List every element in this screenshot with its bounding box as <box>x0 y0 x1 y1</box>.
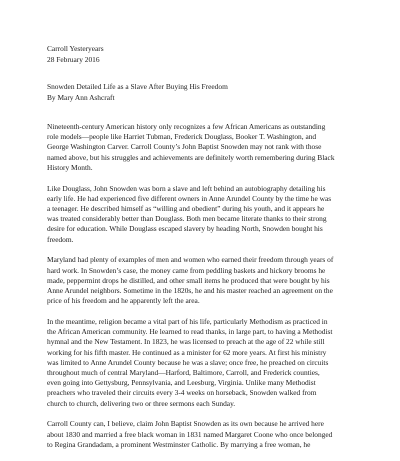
text-line: price of his freedom and he apparently left the area. <box>47 296 200 306</box>
text-line: a teenager. He described himself as “willing and obedient” during his youth, and it appears he <box>47 204 325 214</box>
text-line: the African American community. He learned to read thanks, in large part, to having a Methodist <box>47 327 333 337</box>
article-byline: By Mary Ann Ashcraft <box>47 92 115 102</box>
text-line: throughout much of central Maryland—Harford, Baltimore, Carroll, and Frederick counties, <box>47 368 320 378</box>
text-line: working for his fifth master. He continued as a minister for 62 more years. At first his ministry <box>47 347 327 357</box>
text-line: freedom. <box>47 234 74 244</box>
text-line: Maryland had plenty of examples of men and women who earned their freedom through years of <box>47 255 334 265</box>
publication-date: 28 February 2016 <box>47 54 100 64</box>
article-title: Snowden Detailed Life as a Slave After Buying His Freedom <box>47 82 228 91</box>
text-line: Like Douglass, John Snowden was born a slave and left behind an autobiography detailing his <box>47 183 326 193</box>
text-line: was limited to Anne Arundel County because he was a slave; once free, he preached on circuits <box>47 357 329 367</box>
text-line: In the meantime, religion became a vital part of his life, particularly Methodism as practiced in <box>47 317 328 327</box>
text-line: George Washington Carver. Carroll County’s John Baptist Snowden may not rank with those <box>47 142 322 152</box>
text-line: preachers who traveled their circuits every 3-4 weeks on horseback, Snowden walked from <box>47 388 317 398</box>
text-line: Carroll County can, I believe, claim John Baptist Snowden as its own because he arrived here <box>47 419 324 429</box>
text-line: to Regina Grandadam, a prominent Westminster Catholic. By marrying a free woman, he <box>47 439 311 449</box>
text-line: named above, but his struggles and achievements are definitely worth remembering during Black <box>47 152 335 162</box>
text-line: hard work. In Snowden’s case, the money came from peddling baskets and hickory brooms he <box>47 265 326 275</box>
text-line: Nineteenth-century American history only recognizes a few African Americans as outstanding <box>47 122 326 131</box>
text-line: desire for education. While Douglass escaped slavery by heading North, Snowden bought his <box>47 224 323 234</box>
text-line: History Month. <box>47 162 93 172</box>
text-line: even going into Gettysburg, Pennsylvania, and Leesburg, Virginia. Unlike many Methodist <box>47 378 316 388</box>
paragraph <box>47 317 373 409</box>
paragraph <box>47 184 373 245</box>
paragraph <box>47 255 373 306</box>
text-line: church to church, delivering two or three sermons each Sunday. <box>47 398 236 408</box>
text-line: role models—people like Harriet Tubman, Frederick Douglass, Booker T. Washington, and <box>47 132 317 142</box>
text-line: Anne Arundel neighbors. Sometime in the 1820s, he and his master reached an agreement on the <box>47 286 333 296</box>
text-line: early life. He had experienced five different owners in Anne Arundel County by the time he was <box>47 193 332 203</box>
article-heading <box>47 82 367 103</box>
text-line: made, peppermint drops he distilled, and other small items he produced that were bought by his <box>47 275 330 285</box>
paragraph <box>47 122 373 173</box>
document-header <box>47 44 367 65</box>
text-line: about 1830 and married a free black woman in 1831 named Margaret Coone who once belonged <box>47 429 333 439</box>
paragraph <box>47 419 373 450</box>
article-body <box>47 122 373 461</box>
text-line: hymnal and the New Testament. In 1823, he was licensed to preach at the age of 22 while still <box>47 337 325 347</box>
publication-name: Carroll Yesteryears <box>47 44 104 53</box>
text-line: was treated considerably better than Douglass. Both men became literate thanks to their strong <box>47 214 327 224</box>
